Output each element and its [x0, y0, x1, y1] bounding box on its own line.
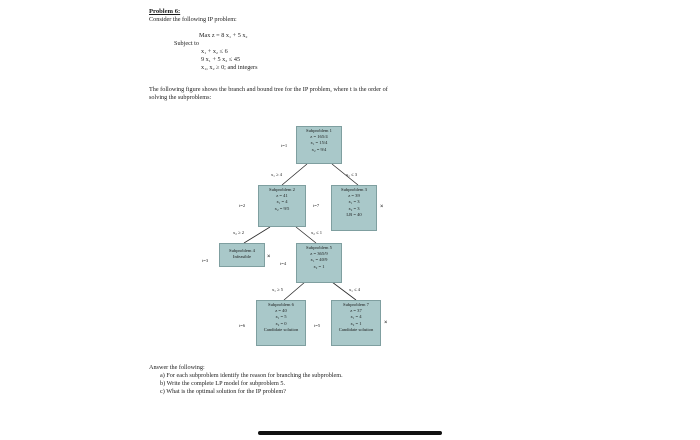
question-c: c) What is the optimal solution for the IP problem?	[160, 388, 286, 395]
questions-heading: Answer the following:	[149, 364, 205, 371]
node-title: Subproblem 1	[306, 128, 332, 133]
question-b: b) Write the complete LP model for subproblem 5.	[160, 380, 286, 387]
pruned-mark-subproblem-7: ×	[384, 320, 388, 326]
node-x1: x₁ = 3	[348, 199, 360, 205]
node-x1: x₁ = 40/9	[310, 257, 328, 263]
node-status: Infeasible	[232, 254, 252, 260]
branch-label-x2-ge-2: x₂ ≥ 2	[233, 230, 245, 235]
objective-function: Max z = 8 x₁ + 5 x₂	[199, 32, 248, 39]
home-indicator-bar[interactable]	[258, 431, 442, 435]
branch-label-x1-ge-5: x₁ ≥ 5	[272, 287, 284, 292]
node-z: z = 165/4	[310, 134, 328, 140]
pruned-mark-subproblem-4: ×	[267, 254, 271, 260]
branch-label-x2-le-1: x₂ ≤ 1	[311, 230, 323, 235]
branch-label-x1-le-3: x₁ ≤ 3	[346, 172, 358, 177]
node-x1: x₁ = 15/4	[310, 140, 328, 146]
node-x1: x₁ = 4	[350, 314, 362, 320]
subproblem-4-node	[219, 243, 265, 267]
order-label-6: t=6	[239, 323, 246, 328]
node-title: Subproblem 5	[306, 245, 332, 250]
node-status: Candidate solution	[338, 326, 374, 332]
subproblem-2-node	[258, 185, 306, 227]
order-label-2: t=2	[239, 203, 246, 208]
node-title: Subproblem 7	[343, 302, 369, 307]
branch-line-5-6	[284, 282, 305, 300]
node-x2: x₂ = 0	[275, 320, 287, 326]
figure-description-line-2: solving the subproblems:	[149, 94, 212, 101]
subproblem-1-node	[296, 126, 342, 164]
node-z: z = 39	[348, 193, 360, 199]
node-z: z = 37	[350, 308, 362, 314]
branch-label-x1-le-4: x₁ ≤ 4	[349, 287, 361, 292]
order-label-7: t=7	[313, 203, 320, 208]
order-label-5: t=5	[314, 323, 321, 328]
branch-label-x1-ge-4: x₁ ≥ 4	[271, 172, 283, 177]
subproblem-6-node	[256, 300, 306, 346]
order-label-1: t=1	[281, 143, 288, 148]
node-lb: LB = 40	[346, 211, 362, 217]
node-x2: x₂ = 9/5	[274, 205, 290, 211]
node-x1: x₁ = 5	[275, 314, 287, 320]
node-x1: x₁ = 4	[276, 199, 288, 205]
subject-to-label: Subject to	[174, 40, 199, 47]
constraint-3: x₁, x₂ ≥ 0; and integers	[201, 64, 258, 71]
node-x2: x₂ = 3	[348, 205, 360, 211]
node-title: Subproblem 3	[341, 187, 367, 192]
node-x2: x₂ = 1	[350, 320, 362, 326]
node-status: Candidate solution	[263, 326, 299, 332]
order-label-3: t=3	[202, 258, 209, 263]
node-title: Subproblem 6	[268, 302, 294, 307]
branch-line-1-2	[282, 164, 307, 185]
constraint-1: x₁ + x₂ ≤ 6	[201, 48, 228, 55]
node-title: Subproblem 4	[229, 248, 255, 253]
node-x2: x₂ = 1	[313, 263, 325, 269]
node-x2: x₂ = 9/4	[311, 146, 327, 152]
pruned-mark-subproblem-3: ×	[380, 204, 384, 210]
branch-line-2-4	[244, 227, 270, 243]
subproblem-7-node	[331, 300, 381, 346]
node-z: z = 40	[275, 308, 287, 314]
subproblem-5-node	[296, 243, 342, 283]
question-a: a) For each subproblem identify the reason for branching the subproblem.	[160, 372, 343, 379]
figure-description-line-1: The following figure shows the branch and bound tree for the IP problem, where t is the order of	[149, 86, 388, 93]
problem-title: Problem 6:	[149, 8, 181, 15]
subproblem-3-node	[331, 185, 377, 231]
constraint-2: 9 x₁ + 5 x₂ ≤ 45	[201, 56, 241, 63]
node-z: z = 365/9	[310, 251, 328, 257]
order-label-4: t=4	[280, 261, 287, 266]
problem-intro: Consider the following IP problem:	[149, 16, 237, 23]
node-z: z = 41	[276, 193, 288, 199]
node-title: Subproblem 2	[269, 187, 295, 192]
